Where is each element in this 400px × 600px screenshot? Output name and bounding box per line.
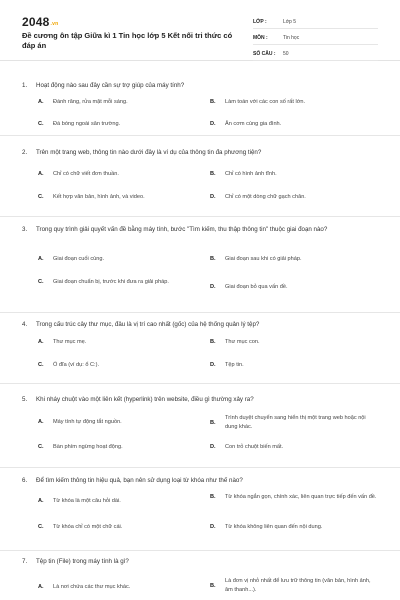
meta-row-count xyxy=(253,48,378,61)
question-text: 4. Trong cấu trúc cây thư mục, đâu là vị trí cao nhất (gốc) của hệ thống quản lý tệp? xyxy=(22,321,260,328)
answer-option[interactable]: D. Ăn cơm cùng gia đình. xyxy=(210,121,282,127)
answer-option[interactable]: B. Trình duyệt chuyển sang hiển thị một trang web hoặc nội dung khác. xyxy=(210,415,366,430)
answer-option[interactable]: D. Giai đoạn bỏ qua vấn đề. xyxy=(210,284,288,290)
answer-option[interactable]: A. Từ khóa là một câu hỏi dài. xyxy=(38,498,121,504)
question-text: 2. Trên một trang web, thông tin nào dưới đây là ví dụ của thông tin đa phương tiện? xyxy=(22,149,262,156)
meta-row-subject xyxy=(253,32,378,45)
answer-option[interactable]: C. Ổ đĩa (ví dụ: ổ C:). xyxy=(38,362,100,368)
answer-option[interactable]: D. Tệp tin. xyxy=(210,362,244,368)
meta-label: LỚP : xyxy=(253,19,267,25)
answer-option[interactable]: B. Làm toán với các con số rất lớn. xyxy=(210,99,306,105)
meta-value: Tin học xyxy=(283,35,300,41)
answer-option[interactable]: D. Chỉ có một dòng chữ gạch chân. xyxy=(210,194,306,200)
question-text: 3. Trong quy trình giải quyết vấn đề bằng máy tính, bước "Tìm kiếm, thu thập thông tin" thuộc giai đoạn nào? xyxy=(22,226,328,233)
answer-option[interactable]: B. Giai đoạn sau khi có giải pháp. xyxy=(210,256,302,262)
meta-label: MÔN : xyxy=(253,35,268,41)
answer-option[interactable]: A. Giai đoạn cuối cùng. xyxy=(38,256,104,262)
document-header xyxy=(0,0,400,61)
meta-value: 50 xyxy=(283,51,289,57)
question-text: 7. Tệp tin (File) trong máy tính là gì? xyxy=(22,558,129,565)
answer-option[interactable]: A. Thư mục mẹ. xyxy=(38,339,87,345)
site-logo[interactable]: $2048^{.vn}$ xyxy=(22,15,59,29)
question-block xyxy=(0,551,400,600)
document-title: Đề cương ôn tập Giữa kì 1 Tin học lớp 5 Kết nối tri thức có đáp án xyxy=(22,31,233,50)
answer-option[interactable]: C. Kết hợp văn bản, hình ảnh, và video. xyxy=(38,194,145,200)
answer-option[interactable]: B. Từ khóa ngắn gọn, chính xác, liên quan trực tiếp đến vấn đề. xyxy=(210,494,377,500)
answer-option[interactable]: D. Con trỏ chuột biến mất. xyxy=(210,444,284,450)
answer-option[interactable]: C. Bàn phím ngừng hoạt động. xyxy=(38,444,123,450)
answer-option[interactable]: A. Máy tính tự động tắt nguồn. xyxy=(38,419,122,425)
question-block xyxy=(0,468,400,551)
question-block xyxy=(0,136,400,217)
answer-option[interactable]: C. Đá bóng ngoài sân trường. xyxy=(38,121,121,127)
question-block xyxy=(0,313,400,384)
answer-option[interactable]: A. Đánh răng, rửa mặt mỗi sáng. xyxy=(38,99,128,105)
document-meta xyxy=(253,16,378,64)
answer-option[interactable]: C. Giai đoạn chuẩn bị, trước khi đưa ra giải pháp. xyxy=(38,279,169,285)
question-block xyxy=(0,217,400,313)
answer-option[interactable]: C. Từ khóa chỉ có một chữ cái. xyxy=(38,524,123,530)
meta-row-class xyxy=(253,16,378,29)
question-block xyxy=(0,61,400,136)
answer-option[interactable]: B. Là đơn vị nhỏ nhất để lưu trữ thông tin (văn bản, hình ảnh, âm thanh...). xyxy=(210,578,371,593)
answer-option[interactable]: A. Chỉ có chữ viết đơn thuần. xyxy=(38,171,119,177)
question-block xyxy=(0,384,400,468)
question-text: 1. Hoạt động nào sau đây cần sự trợ giúp của máy tính? xyxy=(22,82,185,89)
meta-label: SỐ CÂU : xyxy=(253,51,276,57)
question-text: 5. Khi nháy chuột vào một liên kết (hyperlink) trên website, điều gì thường xảy ra? xyxy=(22,396,254,403)
question-text: 6. Để tìm kiếm thông tin hiệu quả, bạn nên sử dụng loại từ khóa như thế nào? xyxy=(22,477,243,484)
answer-option[interactable]: A. Là nơi chứa các thư mục khác. xyxy=(38,584,131,590)
answer-option[interactable]: B. Chỉ có hình ảnh tĩnh. xyxy=(210,171,277,177)
answer-option[interactable]: B. Thư mục con. xyxy=(210,339,260,345)
meta-value: Lớp 5 xyxy=(283,19,297,25)
answer-option[interactable]: D. Từ khóa không liên quan đến nội dung. xyxy=(210,524,323,530)
